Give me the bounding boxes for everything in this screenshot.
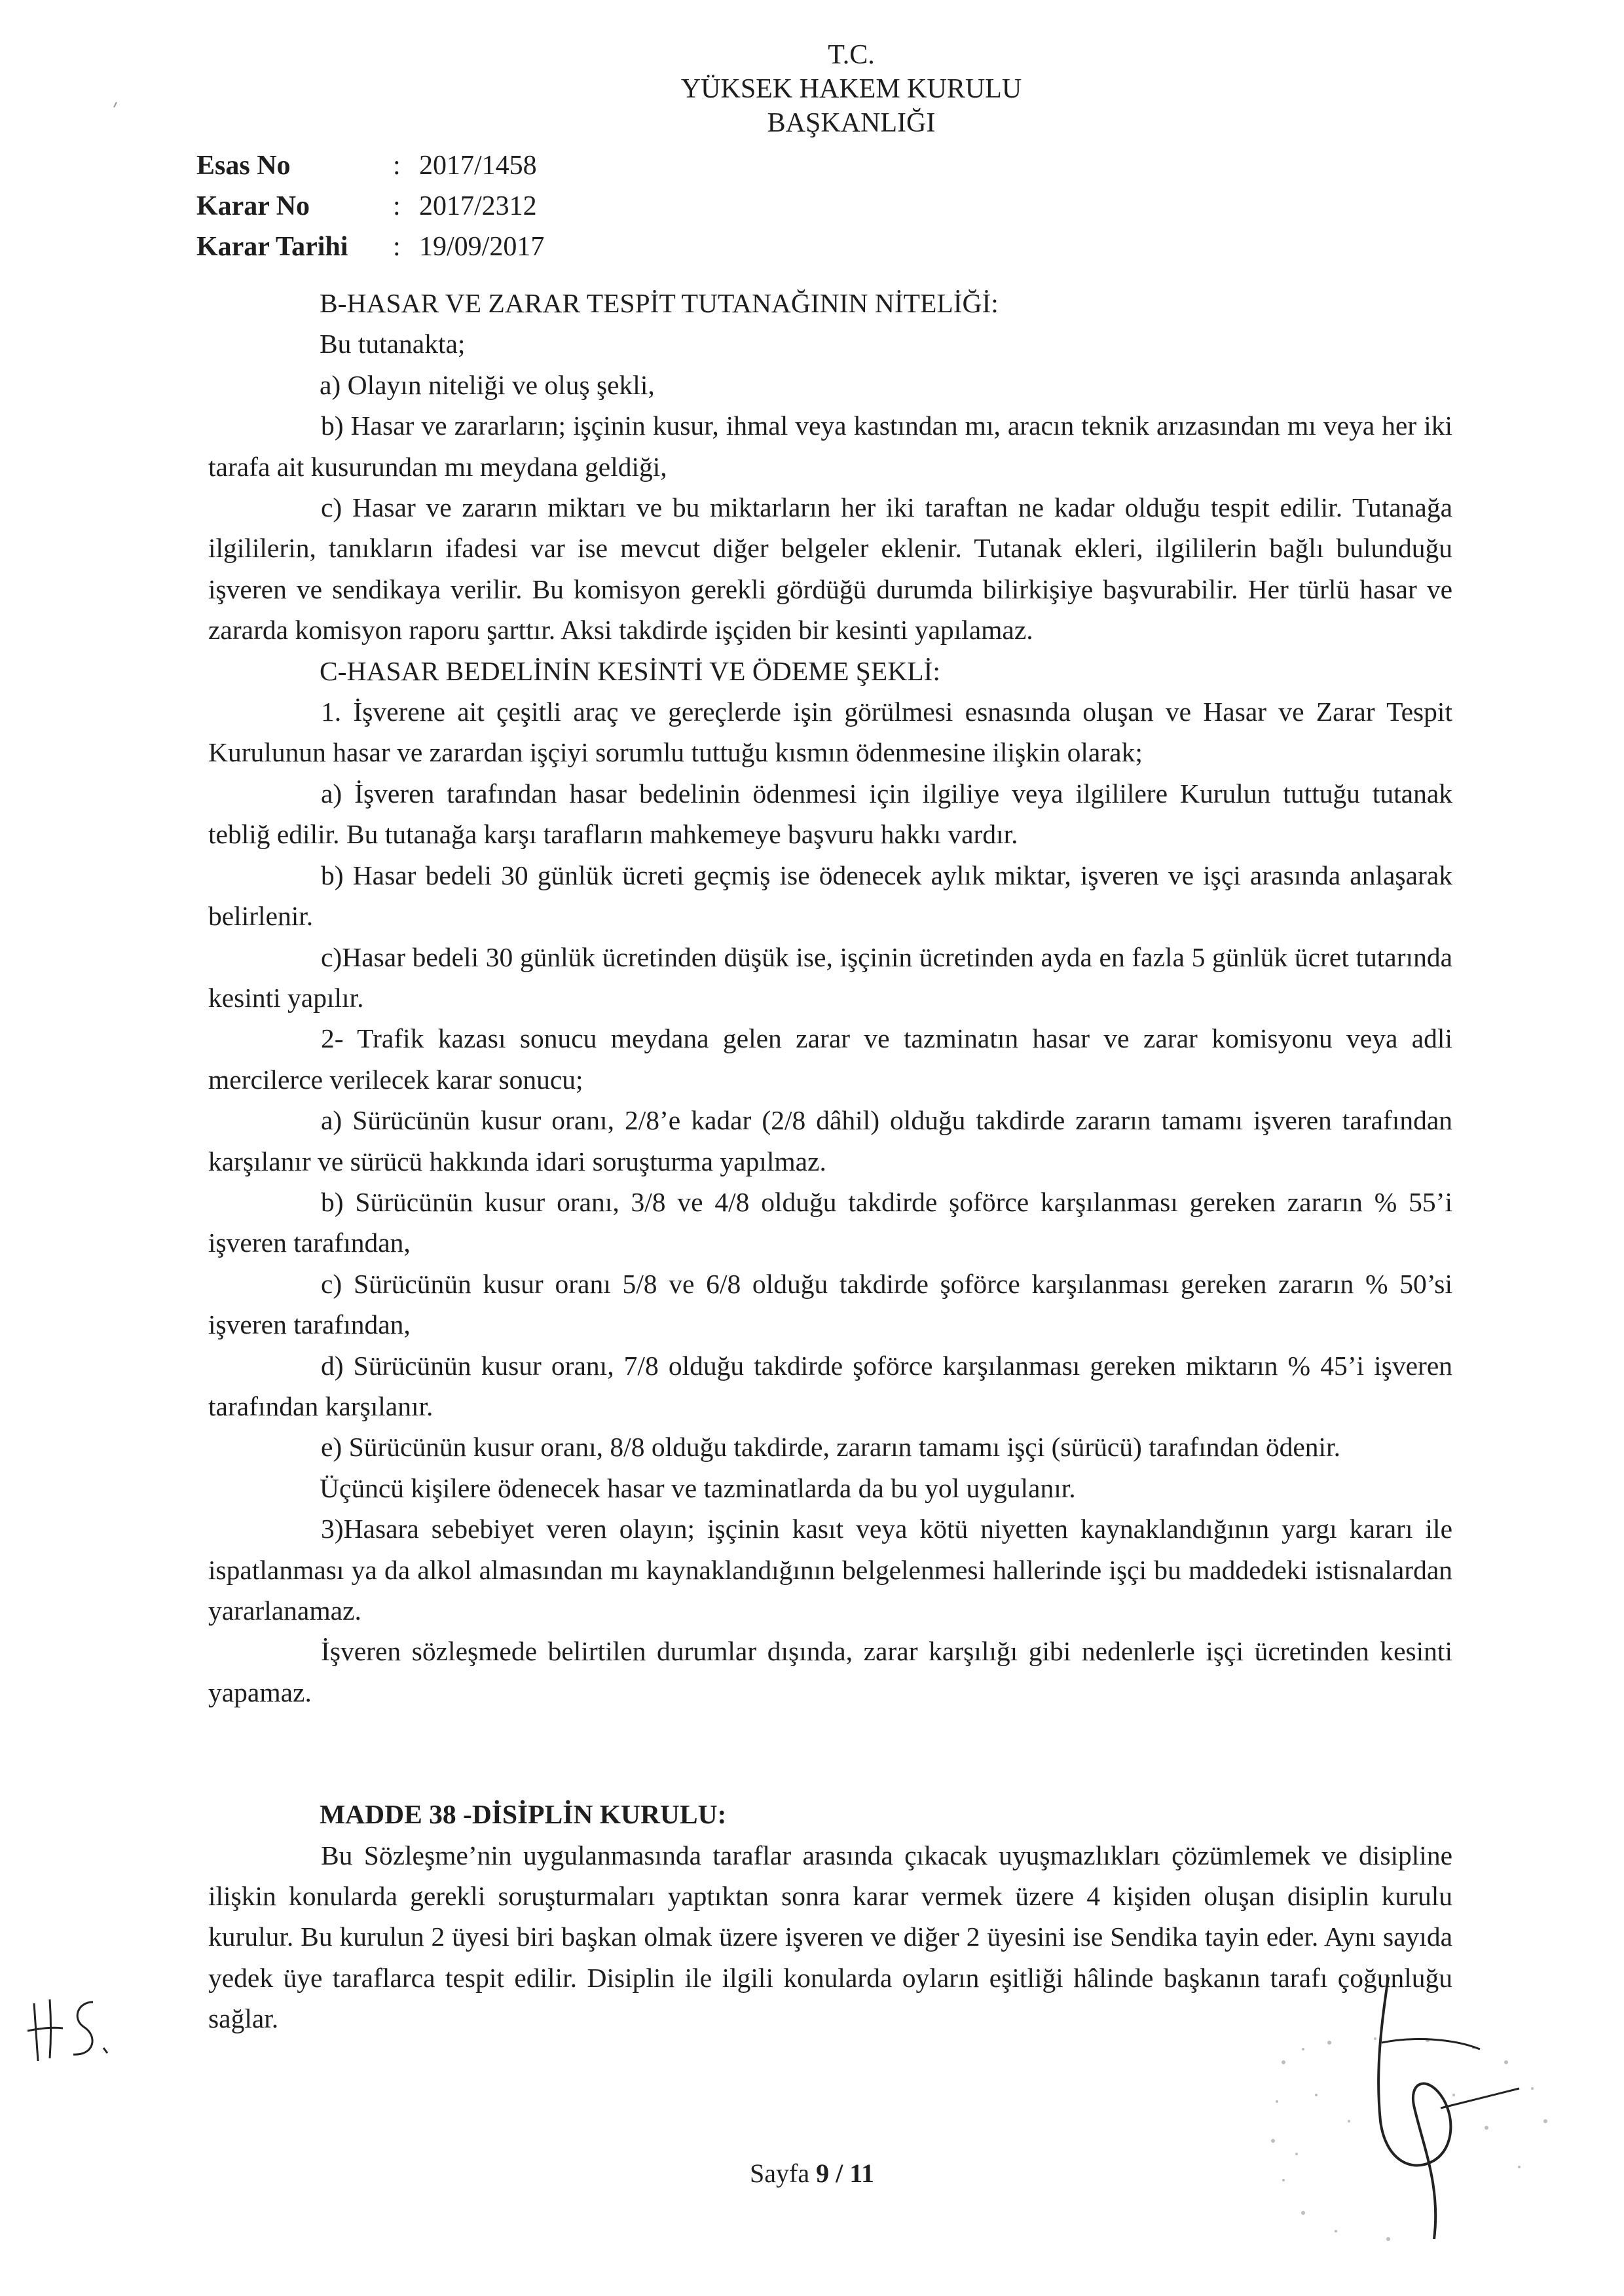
- meta-value: 2017/1458: [419, 151, 537, 181]
- case-metadata: [196, 145, 544, 267]
- paragraph: Bu Sözleşme’nin uygulanmasında taraflar arasında çıkacak uyuşmazlıkları çözümlemek ve disipline ilişkin konularda gerekli soruşturmaları yaptıktan sonra karar vermek üzere 4 kişiden oluşan disiplin kurulu kurulur. Bu kurulun 2 üyesi biri başkan olmak üzere işveren ve diğer 2 üyesini ise Sendika tayin eder. Aynı sayıda yedek üye taraflarca tespit edilir. Disiplin ile ilgili konularda oyların eşitliği hâlinde başkanın tarafı çoğunluğu sağlar.: [208, 1840, 1452, 2034]
- header-tc: T.C.: [828, 40, 875, 70]
- list-item: b) Hasar bedeli 30 günlük ücreti geçmiş ise ödenecek aylık miktar, işveren ve işçi arasında anlaşarak belirlenir.: [208, 860, 1452, 932]
- meta-row-karar: [196, 186, 544, 227]
- list-item: b) Sürücünün kusur oranı, 3/8 ve 4/8 olduğu takdirde şoförce karşılanması gereken zararın % 55’i işveren tarafından,: [208, 1186, 1452, 1258]
- meta-colon: :: [393, 191, 401, 221]
- paragraph: Bu tutanakta;: [320, 329, 466, 359]
- signature-icon: [1283, 1964, 1559, 2252]
- list-item: 2- Trafik kazası sonucu meydana gelen zarar ve tazminatın hasar ve zarar komisyonu veya adli mercilerce verilecek karar sonucu;: [208, 1023, 1452, 1095]
- meta-row-tarih: [196, 227, 544, 267]
- paragraph: İşveren sözleşmede belirtilen durumlar dışında, zarar karşılığı gibi nedenlerle işçi ücretinden kesinti yapamaz.: [208, 1636, 1452, 1707]
- list-item: a) İşveren tarafından hasar bedelinin ödenmesi için ilgiliye veya ilgililere Kurulun tuttuğu tutanak tebliğ edilir. Bu tutanağa karşı tarafların mahkemeye başvuru hakkı vardır.: [208, 778, 1452, 850]
- document-header: [589, 38, 1113, 140]
- section-heading-c: C-HASAR BEDELİNİN KESİNTİ VE ÖDEME ŞEKLİ:: [320, 655, 940, 686]
- meta-label: Esas No: [196, 151, 291, 181]
- header-institution: YÜKSEK HAKEM KURULU: [680, 74, 1022, 104]
- list-item: e) Sürücünün kusur oranı, 8/8 olduğu takdirde, zararın tamamı işçi (sürücü) tarafından ödenir.: [321, 1432, 1340, 1463]
- article-heading: MADDE 38 -DİSİPLİN KURULU:: [320, 1799, 727, 1830]
- list-item: a) Sürücünün kusur oranı, 2/8’e kadar (2/8 dâhil) olduğu takdirde zararın tamamı işveren tarafından karşılanır ve sürücü hakkında idari soruşturma yapılmaz.: [208, 1105, 1452, 1176]
- list-item: b) Hasar ve zararların; işçinin kusur, ihmal veya kastından mı, aracın teknik arızasından mı veya her iki tarafa ait kusurundan mı meydana geldiği,: [208, 410, 1452, 482]
- page-label: Sayfa: [750, 2159, 810, 2188]
- handwritten-initials-icon: [21, 1990, 126, 2069]
- page-total: 11: [849, 2159, 874, 2188]
- list-item: c)Hasar bedeli 30 günlük ücretinden düşük ise, işçinin ücretinden ayda en fazla 5 günlük ücret tutarında kesinti yapılır.: [208, 941, 1452, 1013]
- page-separator: /: [836, 2159, 843, 2188]
- scan-speck-icon: [111, 98, 124, 111]
- list-item: a) Olayın niteliği ve oluş şekli,: [320, 369, 655, 400]
- meta-label: Karar No: [196, 191, 310, 221]
- meta-colon: :: [393, 151, 401, 181]
- list-item: 1. İşverene ait çeşitli araç ve gereçlerde işin görülmesi esnasında oluşan ve Hasar ve Zarar Tespit Kurulunun hasar ve zarardan işçiyi sorumlu tuttuğu kısmın ödenmesine ilişkin olarak;: [208, 697, 1452, 768]
- meta-row-esas: [196, 145, 544, 186]
- list-item: c) Hasar ve zararın miktarı ve bu miktarların her iki taraftan ne kadar olduğu tespit edilir. Tutanağa ilgililerin, tanıkların ifadesi var ise mevcut diğer belgeler eklenir. Tutanak ekleri, ilgililerin bağlı bulunduğu işveren ve sendikaya verilir. Bu komisyon gerekli gördüğü durumda bilirkişiye başvurabilir. Her türlü hasar ve zararda komisyon raporu şarttır. Aksi takdirde işçiden bir kesinti yapılamaz.: [208, 492, 1452, 646]
- list-item: d) Sürücünün kusur oranı, 7/8 olduğu takdirde şoförce karşılanması gereken miktarın % 45’i işveren tarafından karşılanır.: [208, 1350, 1452, 1421]
- meta-value: 2017/2312: [419, 191, 537, 221]
- list-item: 3)Hasara sebebiyet veren olayın; işçinin kasıt veya kötü niyetten kaynaklandığının yargı kararı ile ispatlanması ya da alkol almasından mı kaynaklandığının belgelenmesi hallerinde işçi bu maddedeki istisnalardan yararlanamaz.: [208, 1514, 1452, 1626]
- meta-colon: :: [393, 232, 401, 262]
- paragraph: Üçüncü kişilere ödenecek hasar ve tazminatlarda da bu yol uygulanır.: [320, 1472, 1076, 1503]
- header-office: BAŞKANLIĞI: [767, 108, 936, 138]
- section-heading-b: B-HASAR VE ZARAR TESPİT TUTANAĞININ NİTELİĞİ:: [320, 288, 999, 318]
- meta-label: Karar Tarihi: [196, 232, 348, 262]
- document-body: [208, 283, 1452, 2039]
- meta-value: 19/09/2017: [419, 232, 545, 262]
- page-current: 9: [816, 2159, 830, 2188]
- list-item: c) Sürücünün kusur oranı 5/8 ve 6/8 olduğu takdirde şoförce karşılanması gereken zararın % 50’si işveren tarafından,: [208, 1268, 1452, 1340]
